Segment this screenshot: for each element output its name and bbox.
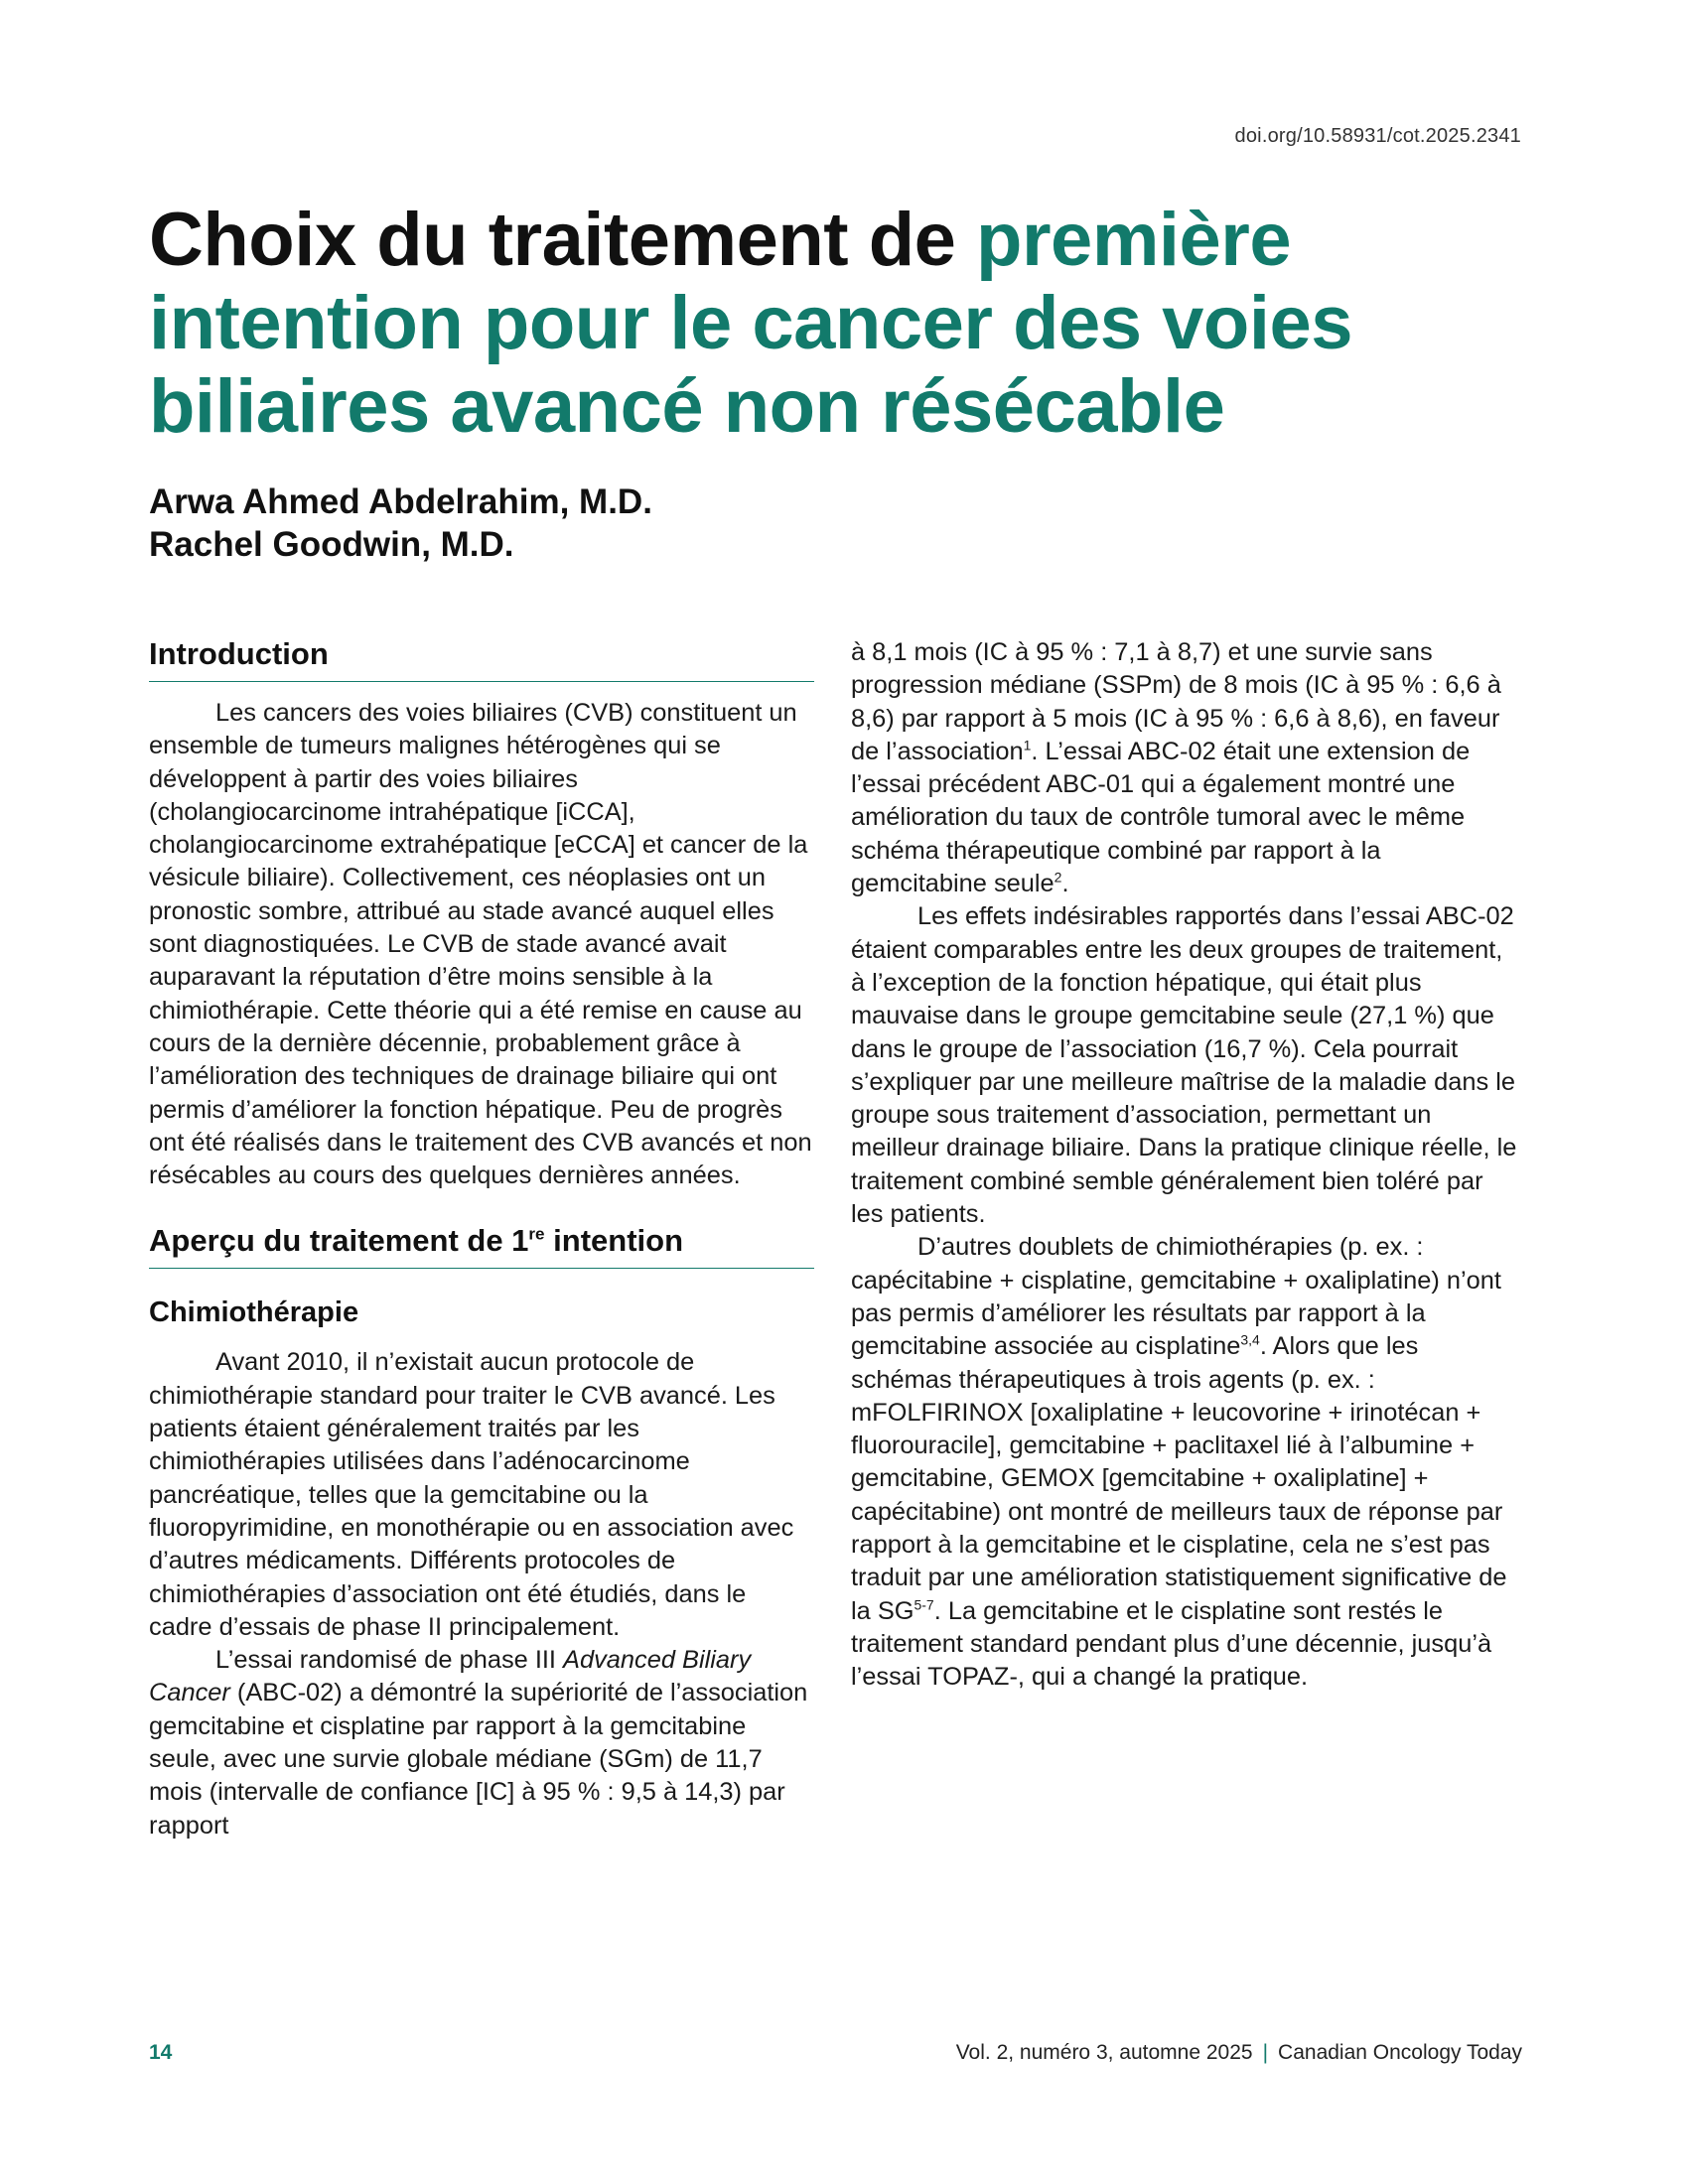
reference-superscript[interactable]: 3,4 — [1240, 1331, 1260, 1348]
footer-issue: Vol. 2, numéro 3, automne 2025 — [955, 2041, 1253, 2064]
right-column — [851, 636, 1521, 1695]
right-paragraph-3 — [851, 1231, 1521, 1694]
subsection-heading-chimiotherapie: Chimiothérapie — [149, 1297, 359, 1329]
footer-journal-name: Canadian Oncology Today — [1278, 2041, 1522, 2064]
heading-superscript: re — [528, 1225, 545, 1245]
reference-superscript[interactable]: 5-7 — [914, 1596, 934, 1613]
paragraph-text: L’essai randomisé de phase III — [215, 1646, 564, 1675]
heading-text: intention — [544, 1223, 684, 1259]
reference-superscript[interactable]: 1 — [1023, 737, 1032, 753]
paragraph-text: . La gemcitabine et le cisplatine sont restés le traitement standard pendant plus d’une décennie, jusqu’à l’essai TOPAZ-, qui a changé la pratique. — [851, 1596, 1492, 1692]
author-name: Arwa Ahmed Abdelrahim, M.D. — [149, 482, 652, 521]
author-list — [149, 480, 652, 566]
trial-name-italic: Advanced Biliary Cancer — [149, 1646, 752, 1707]
title-part-accent: première intention pour le cancer des voies biliaires avancé non résécable — [149, 198, 1352, 449]
right-paragraph-1 — [851, 636, 1521, 900]
paragraph-text: à 8,1 mois (IC à 95 % : 7,1 à 8,7) et une survie sans progression médiane (SSPm) de 8 mois (IC à 95 % : 6,6 à 8,6) par rapport à 5 mois (IC à 95 % : 6,6 à 8,6), en faveur de l’association — [851, 638, 1501, 765]
chimio-paragraph-2 — [149, 1644, 814, 1843]
left-column — [149, 635, 814, 1843]
section-heading-introduction: Introduction — [149, 635, 814, 682]
right-paragraph-2: Les effets indésirables rapportés dans l’essai ABC-02 étaient comparables entre les deux groupes de traitement, à l’exception de la fonction hépatique, qui était plus mauvaise dans le groupe gemcitabine seule (27,1 %) que dans le groupe de l’association (16,7 %). Cela pourrait s’expliquer par une meilleure maîtrise de la maladie dans le groupe sous traitement d’association, permettant un meilleur drainage biliaire. Dans la pratique clinique réelle, le traitement combiné semble généralement bien toléré par les patients. — [851, 902, 1517, 1229]
footer-separator: | — [1262, 2041, 1269, 2064]
paragraph-text: D’autres doublets de chimiothérapies (p. ex. : capécitabine + cisplatine, gemcitabine + oxaliplatine) n’ont pas permis d’améliorer les résultats par rapport à la gemcitabine associée au cisplatine — [851, 1233, 1501, 1361]
author-name: Rachel Goodwin, M.D. — [149, 525, 514, 564]
paragraph-text: . — [1061, 870, 1069, 898]
introduction-paragraph: Les cancers des voies biliaires (CVB) constituent un ensemble de tumeurs malignes hétérogènes qui se développent à partir des voies biliaires (cholangiocarcinome intrahépatique [iCCA], cholangiocarcinome extrahépatique [eCCA] et cancer de la vésicule biliaire). Collectivement, ces néoplasies ont un pronostic sombre, attribué au stade avancé auquel elles sont diagnostiquées. Le CVB de stade avancé avait auparavant la réputation d’être moins sensible à la chimiothérapie. Cette théorie qui a été remise en cause au cours de la dernière décennie, probablement grâce à l’amélioration des techniques de drainage biliaire qui ont permis d’améliorer la fonction hépatique. Peu de progrès ont été réalisés dans le traitement des CVB avancés et non résécables au cours des quelques dernières années. — [149, 699, 812, 1190]
doi-link[interactable]: doi.org/10.58931/cot.2025.2341 — [1234, 125, 1521, 147]
footer-publication-info — [956, 2041, 1522, 2065]
paragraph-text: . L’essai ABC-02 était une extension de l’essai précédent ABC-01 qui a également montré une amélioration du taux de contrôle tumoral avec le même schéma thérapeutique combiné par rapport à la gemcitabine seule — [851, 737, 1471, 898]
title-part-black: Choix du traitement de — [149, 198, 977, 282]
heading-text: Aperçu du traitement de 1 — [149, 1223, 529, 1259]
chimio-paragraph-1: Avant 2010, il n’existait aucun protocole de chimiothérapie standard pour traiter le CVB avancé. Les patients étaient généralement traités par les chimiothérapies utilisées dans l’adénocarcinome pancréatique, telles que la gemcitabine ou la fluoropyrimidine, en monothérapie ou en association avec d’autres médicaments. Différents protocoles de chimiothérapies d’association ont été étudiés, dans le cadre d’essais de phase II principalement. — [149, 1348, 794, 1641]
section-heading-apercu — [149, 1222, 814, 1269]
article-title — [149, 199, 1539, 449]
paragraph-text: . Alors que les schémas thérapeutiques à trois agents (p. ex. : mFOLFIRINOX [oxaliplatine + leucovorine + irinotécan + fluorouracile], gemcitabine + paclitaxel lié à l’albumine + gemcitabine, GEMOX [gemcitabine + oxaliplatine] + capécitabine) ont montré de meilleurs taux de réponse par rapport à la gemcitabine et le cisplatine, cela ne s’est pas traduit par une amélioration statistiquement significative de la SG — [851, 1332, 1507, 1625]
page-number: 14 — [149, 2041, 173, 2064]
reference-superscript[interactable]: 2 — [1054, 869, 1062, 886]
paragraph-text: (ABC-02) a démontré la supériorité de l’association gemcitabine et cisplatine par rapport à la gemcitabine seule, avec une survie globale médiane (SGm) de 11,7 mois (intervalle de confiance [IC] à 95 % : 9,5 à 14,3) par rapport — [149, 1679, 808, 1840]
